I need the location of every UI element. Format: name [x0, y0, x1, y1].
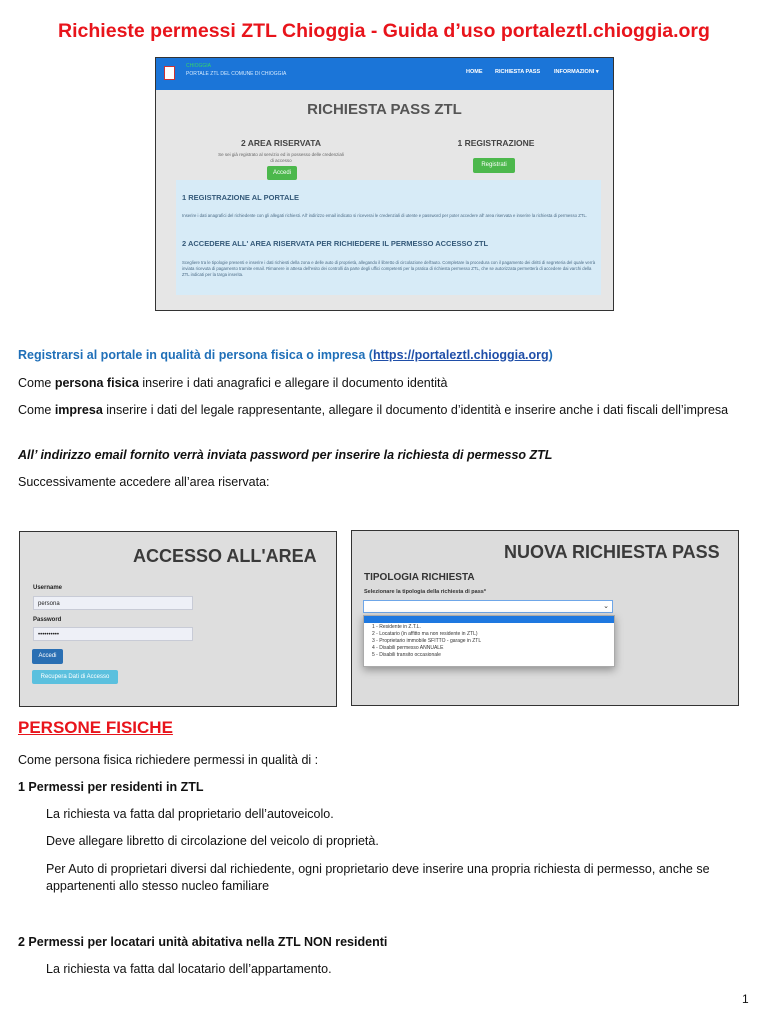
brand-name: CHIOGGIA [186, 63, 212, 69]
info-area-title: 2 ACCEDERE ALL' AREA RISERVATA PER RICHIEDERE IL PERMESSO ACCESSO ZTL [182, 239, 489, 248]
option-residente[interactable]: 1 - Residente in Z.T.L. [372, 624, 421, 630]
new-request-heading: NUOVA RICHIESTA PASS [504, 542, 720, 562]
portal-brand [186, 62, 286, 78]
area-riservata-title: 2 AREA RISERVATA [241, 138, 321, 148]
option-disabili-annuale[interactable]: 4 - Disabili permesso ANNUALE [372, 645, 444, 651]
info-registrazione-title: 1 REGISTRAZIONE AL PORTALE [182, 193, 299, 202]
email-note: All’ indirizzo email fornito verrà inviata password per inserire la richiesta di permesso ZTL [18, 448, 553, 462]
item2-paragraph-1: La richiesta va fatta dal locatario dell’appartamento. [46, 962, 332, 976]
login-screenshot [19, 531, 337, 707]
login-button[interactable]: Accedi [32, 649, 63, 664]
password-field[interactable]: •••••••••• [33, 627, 193, 641]
item1-paragraph-2: Deve allegare libretto di circolazione del veicolo di proprietà. [46, 834, 379, 848]
section-heading: PERSONE FISICHE [18, 718, 173, 737]
impresa-instruction: Come impresa inserire i dati del legale rappresentante, allegare il documento d’identità e inserire anche i dati fiscali dell’impresa [18, 403, 729, 417]
request-type-options [363, 615, 615, 667]
username-field[interactable]: persona [33, 596, 193, 610]
document-title: Richieste permessi ZTL Chioggia - Guida d’uso portaleztl.chioggia.org [58, 20, 710, 42]
recover-credentials-button[interactable]: Recupera Dati di Accesso [32, 670, 118, 684]
item1-paragraph-1: La richiesta va fatta dal proprietario dell’autoveicolo. [46, 807, 334, 821]
persona-fisica-instruction: Come persona fisica inserire i dati anagrafici e allegare il documento identità [18, 376, 448, 390]
request-type-heading: TIPOLOGIA RICHIESTA [364, 572, 475, 583]
registrati-button[interactable]: Registrati [473, 158, 515, 173]
registrazione-title: 1 REGISTRAZIONE [457, 138, 535, 148]
info-registrazione-text: Inserire i dati anagrafici del richiedente con gli allegati richiesti. All' indirizzo email indicato si riceverai le credenziali di utente e password per poter accedere all' area riservata e inserire la richiesta di permesso ZTL. [182, 213, 588, 218]
info-area-text: Scegliere tra le tipologie presenti e inserire i dati richiesti della zona e delle auto di proprietà, allegando il libretto di circolazione dell'auto. Completare la procedura con il pagamento dei diritti di segreteria del quale verrà inviata ricevuta di pagamento tramite email. Rimanere in attesa dell'esito dei controlli da parte degli uffici competenti per la pratica di richiesta permesso ZTL, che se autorizzata permetterà di accedere dai varchi della ZTL indicati per la targa inserita. [182, 260, 596, 277]
password-label: Password [33, 617, 62, 623]
portal-heading: RICHIESTA PASS ZTL [307, 101, 462, 118]
request-type-select[interactable] [363, 600, 613, 613]
nav-informazioni[interactable]: INFORMAZIONI ▾ [554, 69, 599, 75]
portal-navbar [156, 58, 613, 90]
register-instruction: Registrarsi al portale in qualità di persona fisica o impresa (https://portaleztl.chioggia.org) [18, 348, 553, 362]
option-proprietario-sfitto[interactable]: 3 - Proprietario immobile SFITTO - garage in ZTL [372, 638, 482, 644]
city-crest-icon [164, 66, 175, 80]
nav-home[interactable]: HOME [466, 69, 483, 75]
area-riservata-text: Se sei già registrato al servizio ed in possesso delle credenziali di accesso [218, 152, 344, 163]
selected-option-highlight [364, 616, 614, 623]
section-intro: Come persona fisica richiedere permessi in qualità di : [18, 753, 319, 767]
page-number: 1 [742, 992, 749, 1006]
request-type-label: Selezionare la tipologia della richiesta di pass* [364, 589, 486, 595]
item1-title: 1 Permessi per residenti in ZTL [18, 780, 204, 794]
username-label: Username [33, 585, 63, 591]
brand-subtitle: PORTALE ZTL DEL COMUNE DI CHIOGGIA [186, 71, 287, 77]
info-panel [176, 180, 601, 295]
login-heading: ACCESSO ALL'AREA [133, 546, 317, 566]
nav-richiesta-pass[interactable]: RICHIESTA PASS [495, 69, 541, 75]
portal-link[interactable]: https://portaleztl.chioggia.org [372, 348, 549, 362]
chevron-down-icon: ⌄ [603, 603, 609, 610]
option-disabili-occasionale[interactable]: 5 - Disabili transito occasionale [372, 652, 441, 658]
new-request-screenshot [351, 530, 739, 706]
option-locatario[interactable]: 2 - Locatario (in affitto ma non residente in ZTL) [372, 631, 478, 637]
portal-homepage-screenshot [155, 57, 614, 311]
item1-paragraph-3: Per Auto di proprietari diversi dal richiedente, ogni proprietario deve inserire una propria richiesta di permesso, anche se appartenenti allo stesso nucleo familiare [46, 862, 710, 893]
accedi-button[interactable]: Accedi [267, 166, 297, 180]
item2-title: 2 Permessi per locatari unità abitativa nella ZTL NON residenti [18, 935, 388, 949]
then-instruction: Successivamente accedere all’area riservata: [18, 475, 270, 489]
